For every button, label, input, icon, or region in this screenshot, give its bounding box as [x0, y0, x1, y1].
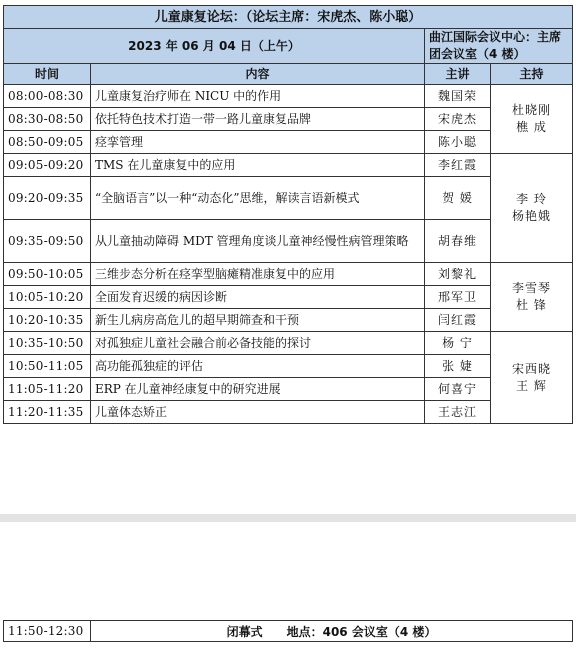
session-speaker: 魏国荣 [425, 85, 491, 108]
session-topic: 高功能孤独症的评估 [91, 355, 425, 378]
session-topic: “全脑语言”以一种“动态化”思维，解读言语新模式 [91, 177, 425, 220]
session-topic: 依托特色技术打造一带一路儿童康复品牌 [91, 108, 425, 131]
session-speaker: 胡春维 [425, 220, 491, 263]
table-row [4, 286, 573, 309]
table-row [4, 177, 573, 220]
host-cell [491, 154, 573, 263]
session-time: 08:00-08:30 [4, 85, 91, 108]
session-time: 08:50-09:05 [4, 131, 91, 154]
schedule-table [3, 5, 573, 424]
host-cell [491, 332, 573, 424]
closing-label: 闭幕式 地点：406 会议室（4 楼） [91, 621, 573, 642]
session-topic: 儿童体态矫正 [91, 401, 425, 424]
forum-title-row [4, 6, 573, 29]
session-time: 09:20-09:35 [4, 177, 91, 220]
table-row [4, 154, 573, 177]
session-speaker: 刘黎礼 [425, 263, 491, 286]
session-topic: 全面发育迟缓的病因诊断 [91, 286, 425, 309]
session-topic: TMS 在儿童康复中的应用 [91, 154, 425, 177]
closing-row [4, 621, 573, 642]
closing-time: 11:50-12:30 [4, 621, 91, 642]
closing-page [0, 522, 576, 649]
table-row [4, 355, 573, 378]
session-time: 11:20-11:35 [4, 401, 91, 424]
host-name: 李 玲 [516, 192, 547, 206]
table-row [4, 309, 573, 332]
session-speaker: 张 婕 [425, 355, 491, 378]
forum-title: 儿童康复论坛：（论坛主席：宋虎杰、陈小聪） [4, 6, 573, 29]
page-break-divider [0, 514, 576, 522]
column-header-host: 主持 [491, 64, 573, 85]
session-speaker: 邢军卫 [425, 286, 491, 309]
session-speaker: 王志江 [425, 401, 491, 424]
session-speaker: 杨 宁 [425, 332, 491, 355]
session-topic: 痉挛管理 [91, 131, 425, 154]
session-speaker: 何喜宁 [425, 378, 491, 401]
forum-date: 2023 年 06 月 04 日（上午） [4, 29, 425, 64]
table-row [4, 401, 573, 424]
column-header-time: 时间 [4, 64, 91, 85]
session-speaker: 陈小聪 [425, 131, 491, 154]
host-cell [491, 85, 573, 154]
table-row [4, 131, 573, 154]
session-time: 10:35-10:50 [4, 332, 91, 355]
session-speaker: 闫红霞 [425, 309, 491, 332]
session-topic: 儿童康复治疗师在 NICU 中的作用 [91, 85, 425, 108]
session-time: 11:05-11:20 [4, 378, 91, 401]
session-time: 09:50-10:05 [4, 263, 91, 286]
table-row [4, 220, 573, 263]
session-time: 10:50-11:05 [4, 355, 91, 378]
session-topic: ERP 在儿童神经康复中的研究进展 [91, 378, 425, 401]
session-topic: 对孤独症儿童社会融合前必备技能的探讨 [91, 332, 425, 355]
session-time: 10:05-10:20 [4, 286, 91, 309]
host-name: 杜 锋 [516, 298, 547, 312]
table-row [4, 263, 573, 286]
session-time: 09:35-09:50 [4, 220, 91, 263]
session-speaker: 宋虎杰 [425, 108, 491, 131]
host-name: 宋西晓 [512, 361, 552, 376]
host-name: 樵 成 [516, 120, 547, 134]
session-topic: 从儿童抽动障碍 MDT 管理角度谈儿童神经慢性病管理策略 [91, 220, 425, 263]
session-speaker: 李红霞 [425, 154, 491, 177]
table-row [4, 85, 573, 108]
session-topic: 新生儿病房高危儿的超早期筛查和干预 [91, 309, 425, 332]
table-row [4, 108, 573, 131]
host-name: 杜晓刚 [512, 103, 552, 117]
forum-venue: 曲江国际会议中心：主席团会议室（4 楼） [425, 29, 573, 64]
closing-table [3, 620, 573, 642]
host-name: 李雪琴 [512, 281, 552, 295]
host-name: 杨艳娥 [512, 209, 552, 223]
table-row [4, 332, 573, 355]
column-header-content: 内容 [91, 64, 425, 85]
session-topic: 三维步态分析在痉挛型脑瘫精准康复中的应用 [91, 263, 425, 286]
host-cell [491, 263, 573, 332]
column-header-speaker: 主讲 [425, 64, 491, 85]
session-time: 10:20-10:35 [4, 309, 91, 332]
column-header-row [4, 64, 573, 85]
table-row [4, 378, 573, 401]
host-name: 王 辉 [516, 378, 547, 393]
session-speaker: 贺 媛 [425, 177, 491, 220]
session-time: 08:30-08:50 [4, 108, 91, 131]
forum-date-row [4, 29, 573, 64]
session-time: 09:05-09:20 [4, 154, 91, 177]
